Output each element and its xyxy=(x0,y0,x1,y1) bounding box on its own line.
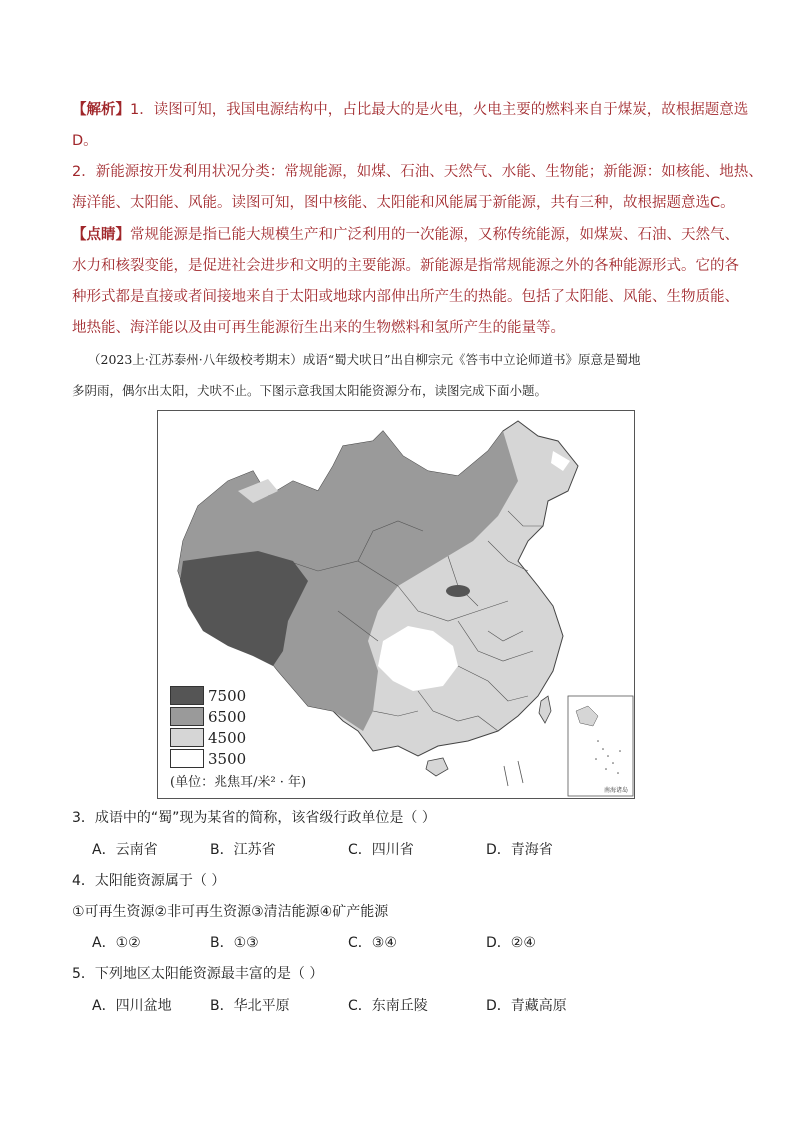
map-zone-7500-patch xyxy=(446,585,470,597)
legend-swatch-4500 xyxy=(170,728,204,747)
analysis-line-1 xyxy=(72,100,749,120)
legend-swatch-3500 xyxy=(170,749,204,768)
question-4-stem: 4．太阳能资源属于（ ） xyxy=(72,873,226,889)
tip-tag: 【点睛】 xyxy=(72,227,130,243)
question-4-sub: ①可再生资源②非可再生资源③清洁能源④矿产能源 xyxy=(72,904,389,920)
question-3-option-a: A．云南省 xyxy=(92,842,158,858)
question-4-option-a: A．①② xyxy=(92,935,141,951)
intro-line-2: 多阴雨，偶尔出太阳，犬吠不止。下图示意我国太阳能资源分布，读图完成下面小题。 xyxy=(72,383,548,398)
taiwan-island xyxy=(539,696,551,723)
tip-line-3: 种形式都是直接或者间接地来自于太阳或地球内部伸出所产生的热能。包括了太阳能、风能、生物质能、 xyxy=(72,289,739,305)
analysis-line-2: D。 xyxy=(72,133,98,149)
hainan-island xyxy=(426,758,448,776)
tip-text-1: 常规能源是指已能大规模生产和广泛利用的一次能源，又称传统能源，如煤炭、石油、天然气、 xyxy=(130,227,739,243)
legend-label-4500: 4500 xyxy=(208,728,247,747)
legend-row-7500 xyxy=(170,685,306,706)
analysis-tag: 【解析】 xyxy=(72,102,130,118)
legend-swatch-7500 xyxy=(170,686,204,705)
analysis-line-3: 2．新能源按开发利用状况分类：常规能源，如煤、石油、天然气、水能、生物能；新能源：如核能、地热、 xyxy=(72,164,763,180)
question-5-option-d: D．青藏高原 xyxy=(486,998,567,1014)
legend-unit: (单位：兆焦耳/米² · 年) xyxy=(170,775,307,790)
question-3-stem: 3．成语中的“蜀”现为某省的简称，该省级行政单位是（ ） xyxy=(72,810,436,826)
question-3-option-b: B．江苏省 xyxy=(210,842,276,858)
legend-label-6500: 6500 xyxy=(208,707,247,726)
tip-line-4: 地热能、海洋能以及由可再生能源衍生出来的生物燃料和氢所产生的能量等。 xyxy=(72,320,565,336)
analysis-line-4 xyxy=(72,193,735,213)
legend-row-6500 xyxy=(170,706,306,727)
legend-swatch-6500 xyxy=(170,707,204,726)
question-4-option-b: B．①③ xyxy=(210,935,259,951)
question-5-option-c: C．东南丘陵 xyxy=(348,998,428,1014)
question-4-option-d: D．②④ xyxy=(486,935,536,951)
question-5-stem: 5．下列地区太阳能资源最丰富的是（ ） xyxy=(72,966,324,982)
tip-line-2: 水力和核裂变能，是促进社会进步和文明的主要能源。新能源是指常规能源之外的各种能源形式。它的各 xyxy=(72,258,739,274)
intro-line-1: （2023上·江苏泰州·八年级校考期末）成语“蜀犬吠日”出自柳宗元《答韦中立论师道书》原意是蜀地 xyxy=(88,352,641,367)
map-legend xyxy=(170,685,306,790)
legend-row-3500 xyxy=(170,748,306,769)
question-5-option-b: B．华北平原 xyxy=(210,998,290,1014)
analysis-text-1: 1．读图可知，我国电源结构中，占比最大的是火电，火电主要的燃料来自于煤炭，故根据题意选 xyxy=(130,102,749,118)
tip-line-1 xyxy=(72,225,739,245)
question-4-option-c: C．③④ xyxy=(348,935,397,951)
inset-label: 南海诸岛 xyxy=(604,787,629,794)
analysis-answer-4: C。 xyxy=(710,195,735,211)
legend-label-3500: 3500 xyxy=(208,749,247,768)
legend-row-4500 xyxy=(170,727,306,748)
legend-label-7500: 7500 xyxy=(208,686,247,705)
question-3-option-c: C．四川省 xyxy=(348,842,414,858)
analysis-text-4: 海洋能、太阳能、风能。读图可知，图中核能、太阳能和风能属于新能源，共有三种，故根据题意选 xyxy=(72,195,710,211)
question-5-option-a: A．四川盆地 xyxy=(92,998,172,1014)
question-3-option-d: D．青海省 xyxy=(486,842,553,858)
solar-resource-map xyxy=(157,410,635,799)
